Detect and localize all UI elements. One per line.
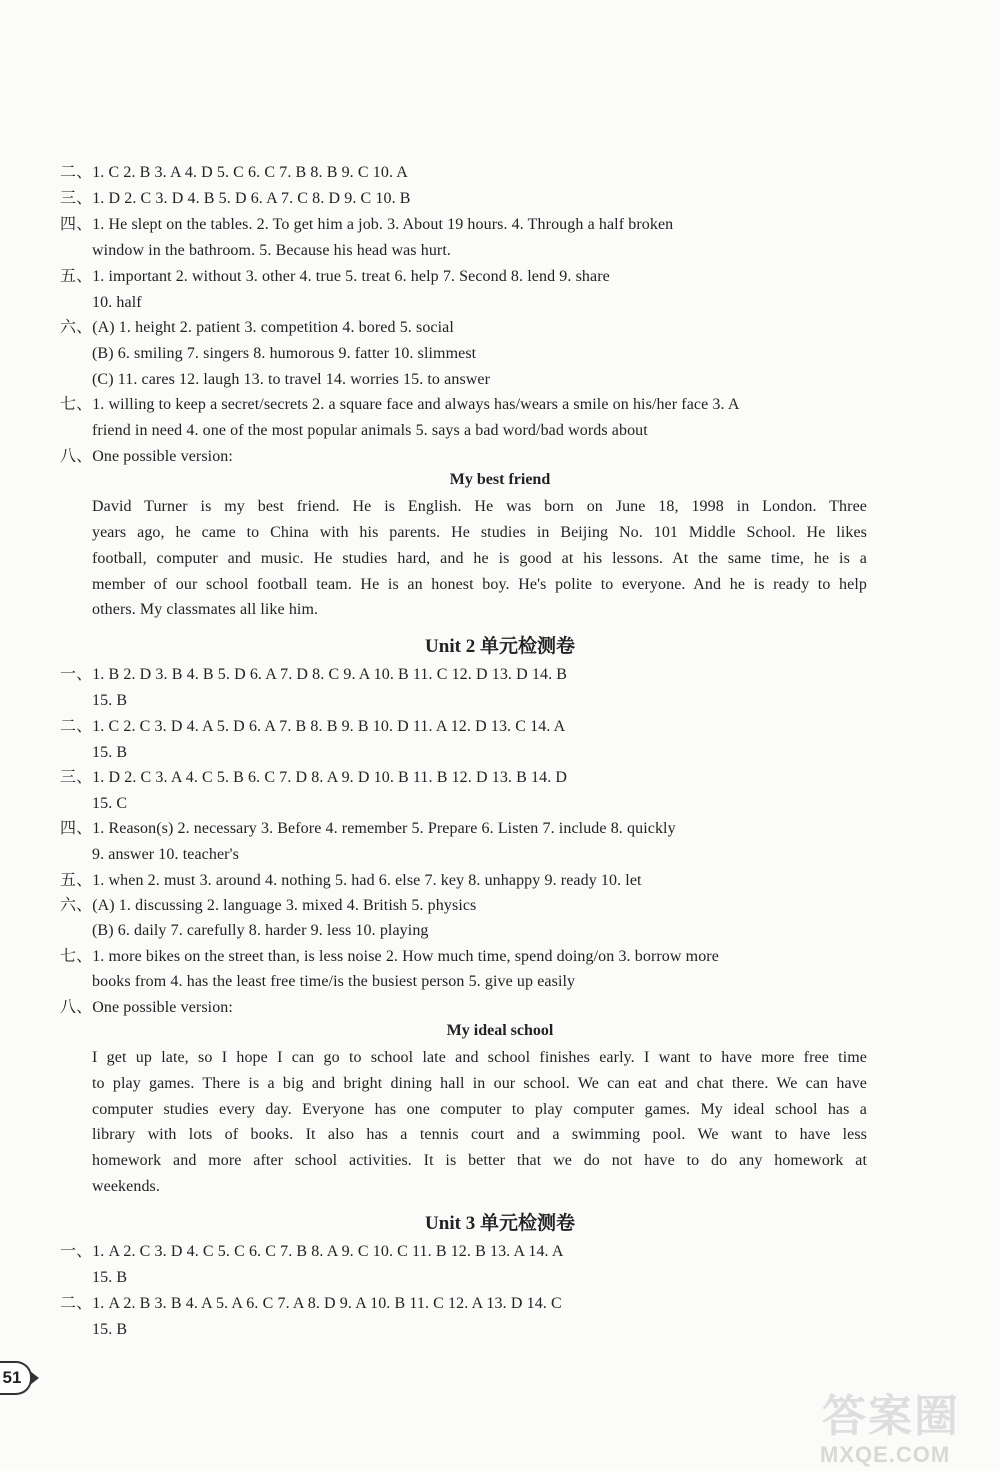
answer-line: 9. answer 10. teacher's	[92, 846, 239, 863]
answer-line: 二、1. C 2. B 3. A 4. D 5. C 6. C 7. B 8. B 9. C 10. A	[60, 164, 408, 181]
answer-line: 二、1. A 2. B 3. B 4. A 5. A 6. C 7. A 8. D 9. A 10. B 11. C 12. A 13. D 14. C	[60, 1295, 562, 1312]
watermark-logo: 答案圈	[822, 1391, 960, 1442]
essay-line: library with lots of books. It also has a tennis court and a swimming pool. We want to have less	[92, 1126, 867, 1143]
answer-line: (B) 6. smiling 7. singers 8. humorous 9. fatter 10. slimmest	[92, 345, 477, 362]
answer-line: books from 4. has the least free time/is the busiest person 5. give up easily	[92, 973, 576, 990]
essay-line: I get up late, so I hope I can go to school late and school finishes early. I want to have more free time	[92, 1049, 867, 1066]
page-tab-arrow-icon	[30, 1371, 39, 1385]
answer-line: 四、1. He slept on the tables. 2. To get him a job. 3. About 19 hours. 4. Through a half broken	[60, 216, 674, 233]
answer-line: 二、1. C 2. C 3. D 4. A 5. D 6. A 7. B 8. B 9. B 10. D 11. A 12. D 13. C 14. A	[60, 718, 566, 735]
answer-line: 15. B	[92, 1321, 128, 1338]
page-number	[0, 1361, 32, 1395]
essay-line: David Turner is my best friend. He is English. He was born on June 18, 1998 in London. Three	[92, 498, 867, 515]
essay-title: My ideal school	[446, 1022, 554, 1039]
essay-line: football, computer and music. He studies hard, and he is good at his lessons. At the same time, he is a	[92, 550, 867, 567]
essay-line: years ago, he came to China with his parents. He studies in Beijing No. 101 Middle School. He likes	[92, 524, 867, 541]
answer-line: 五、1. important 2. without 3. other 4. true 5. treat 6. help 7. Second 8. lend 9. share	[60, 268, 610, 285]
answer-line: 七、1. more bikes on the street than, is less noise 2. How much time, spend doing/on 3. borrow more	[60, 948, 719, 965]
answer-line: 七、1. willing to keep a secret/secrets 2. a square face and always has/wears a smile on his/her face 3. A	[60, 396, 740, 413]
watermark-url: MXQE.COM	[820, 1442, 951, 1467]
answer-line: 四、1. Reason(s) 2. necessary 3. Before 4. remember 5. Prepare 6. Listen 7. include 8. quickly	[60, 820, 676, 837]
answer-line: window in the bathroom. 5. Because his head was hurt.	[92, 242, 452, 259]
essay-line: member of our school football team. He is an honest boy. He's polite to everyone. And he is ready to help	[92, 576, 867, 593]
answer-line: 八、One possible version:	[60, 999, 233, 1016]
answer-line: 三、1. D 2. C 3. A 4. C 5. B 6. C 7. D 8. A 9. D 10. B 11. B 12. D 13. B 14. D	[60, 769, 568, 786]
answer-line: 六、(A) 1. discussing 2. language 3. mixed 4. British 5. physics	[60, 897, 477, 914]
answer-line: 八、One possible version:	[60, 448, 233, 465]
answer-line: (C) 11. cares 12. laugh 13. to travel 14. worries 15. to answer	[92, 371, 491, 388]
essay-line: others. My classmates all like him.	[92, 601, 319, 618]
unit-title: Unit 2 单元检测卷	[425, 636, 575, 657]
answer-line: 15. B	[92, 692, 128, 709]
page-number-text: 51	[2, 1368, 22, 1387]
answer-line: (B) 6. daily 7. carefully 8. harder 9. less 10. playing	[92, 922, 429, 939]
essay-line: weekends.	[92, 1178, 160, 1195]
watermark	[812, 1380, 997, 1468]
essay-line: computer studies every day. Everyone has one computer to play computer games. My ideal school has a	[92, 1101, 867, 1118]
answer-line: friend in need 4. one of the most popular animals 5. says a bad word/bad words about	[92, 422, 648, 439]
answer-line: 六、(A) 1. height 2. patient 3. competition 4. bored 5. social	[60, 319, 454, 336]
essay-title: My best friend	[449, 471, 551, 488]
answer-line: 三、1. D 2. C 3. D 4. B 5. D 6. A 7. C 8. D 9. C 10. B	[60, 190, 411, 207]
answer-line: 15. B	[92, 1269, 128, 1286]
answer-line: 五、1. when 2. must 3. around 4. nothing 5. had 6. else 7. key 8. unhappy 9. ready 10. let	[60, 872, 642, 889]
answer-line: 15. C	[92, 795, 128, 812]
essay-line: to play games. There is a big and bright dining hall in our school. We can eat and chat there. We can have	[92, 1075, 867, 1092]
essay-line: homework and more after school activities. It is better that we do not have to do any homework at	[92, 1152, 867, 1169]
unit-title: Unit 3 单元检测卷	[425, 1213, 575, 1234]
answer-line: 一、1. A 2. C 3. D 4. C 5. C 6. C 7. B 8. A 9. C 10. C 11. B 12. B 13. A 14. A	[60, 1243, 564, 1260]
answer-line: 15. B	[92, 744, 128, 761]
answer-line: 一、1. B 2. D 3. B 4. B 5. D 6. A 7. D 8. C 9. A 10. B 11. C 12. D 13. D 14. B	[60, 666, 568, 683]
answer-line: 10. half	[92, 294, 142, 311]
